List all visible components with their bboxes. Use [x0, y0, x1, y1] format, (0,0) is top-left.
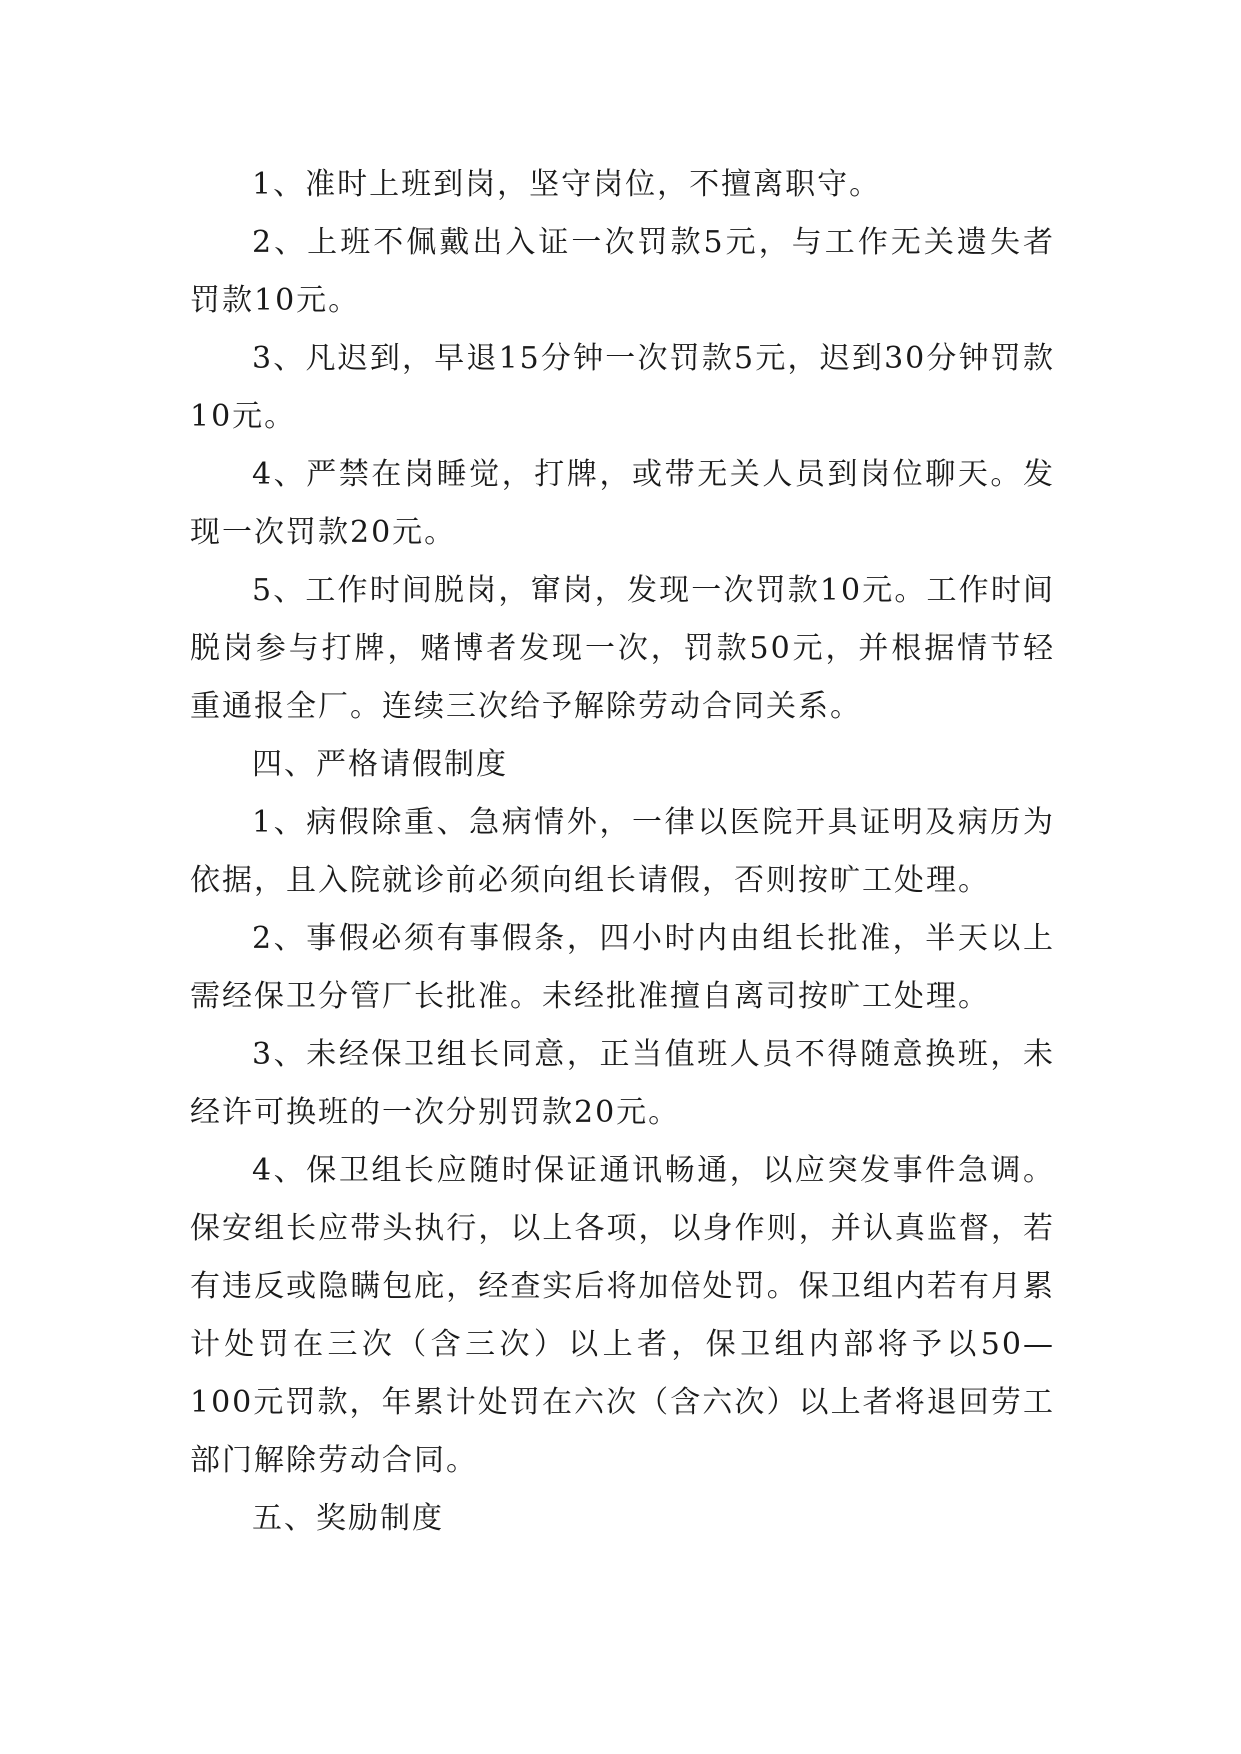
document-body — [190, 156, 1055, 1548]
section-heading-leave: 四、严格请假制度 — [252, 747, 508, 782]
leave-rule-3: 3、未经保卫组长同意，正当值班人员不得随意换班，未经许可换班的一次分别罚款20元。 — [190, 1037, 1055, 1130]
rule-item-1: 1、准时上班到岗，坚守岗位，不擅离职守。 — [252, 167, 882, 202]
leave-rule-1: 1、病假除重、急病情外，一律以医院开具证明及病历为依据，且入院就诊前必须向组长请假，否则按旷工处理。 — [190, 805, 1055, 898]
rule-item-5: 5、工作时间脱岗，窜岗，发现一次罚款10元。工作时间脱岗参与打牌，赌博者发现一次，罚款50元，并根据情节轻重通报全厂。连续三次给予解除劳动合同关系。 — [190, 573, 1055, 724]
rule-item-2: 2、上班不佩戴出入证一次罚款5元，与工作无关遗失者罚款10元。 — [190, 225, 1055, 318]
leave-rule-4: 4、保卫组长应随时保证通讯畅通，以应突发事件急调。保安组长应带头执行，以上各项，以身作则，并认真监督，若有违反或隐瞒包庇，经查实后将加倍处罚。保卫组内若有月累计处罚在三次（含三次）以上者，保卫组内部将予以50—100元罚款，年累计处罚在六次（含六次）以上者将退回劳工部门解除劳动合同。 — [190, 1153, 1055, 1478]
rule-item-3: 3、凡迟到，早退15分钟一次罚款5元，迟到30分钟罚款10元。 — [190, 341, 1055, 434]
section-heading-reward: 五、奖励制度 — [252, 1501, 444, 1536]
rule-item-4: 4、严禁在岗睡觉，打牌，或带无关人员到岗位聊天。发现一次罚款20元。 — [190, 457, 1055, 550]
leave-rule-2: 2、事假必须有事假条，四小时内由组长批准，半天以上需经保卫分管厂长批准。未经批准擅自离司按旷工处理。 — [190, 921, 1055, 1014]
